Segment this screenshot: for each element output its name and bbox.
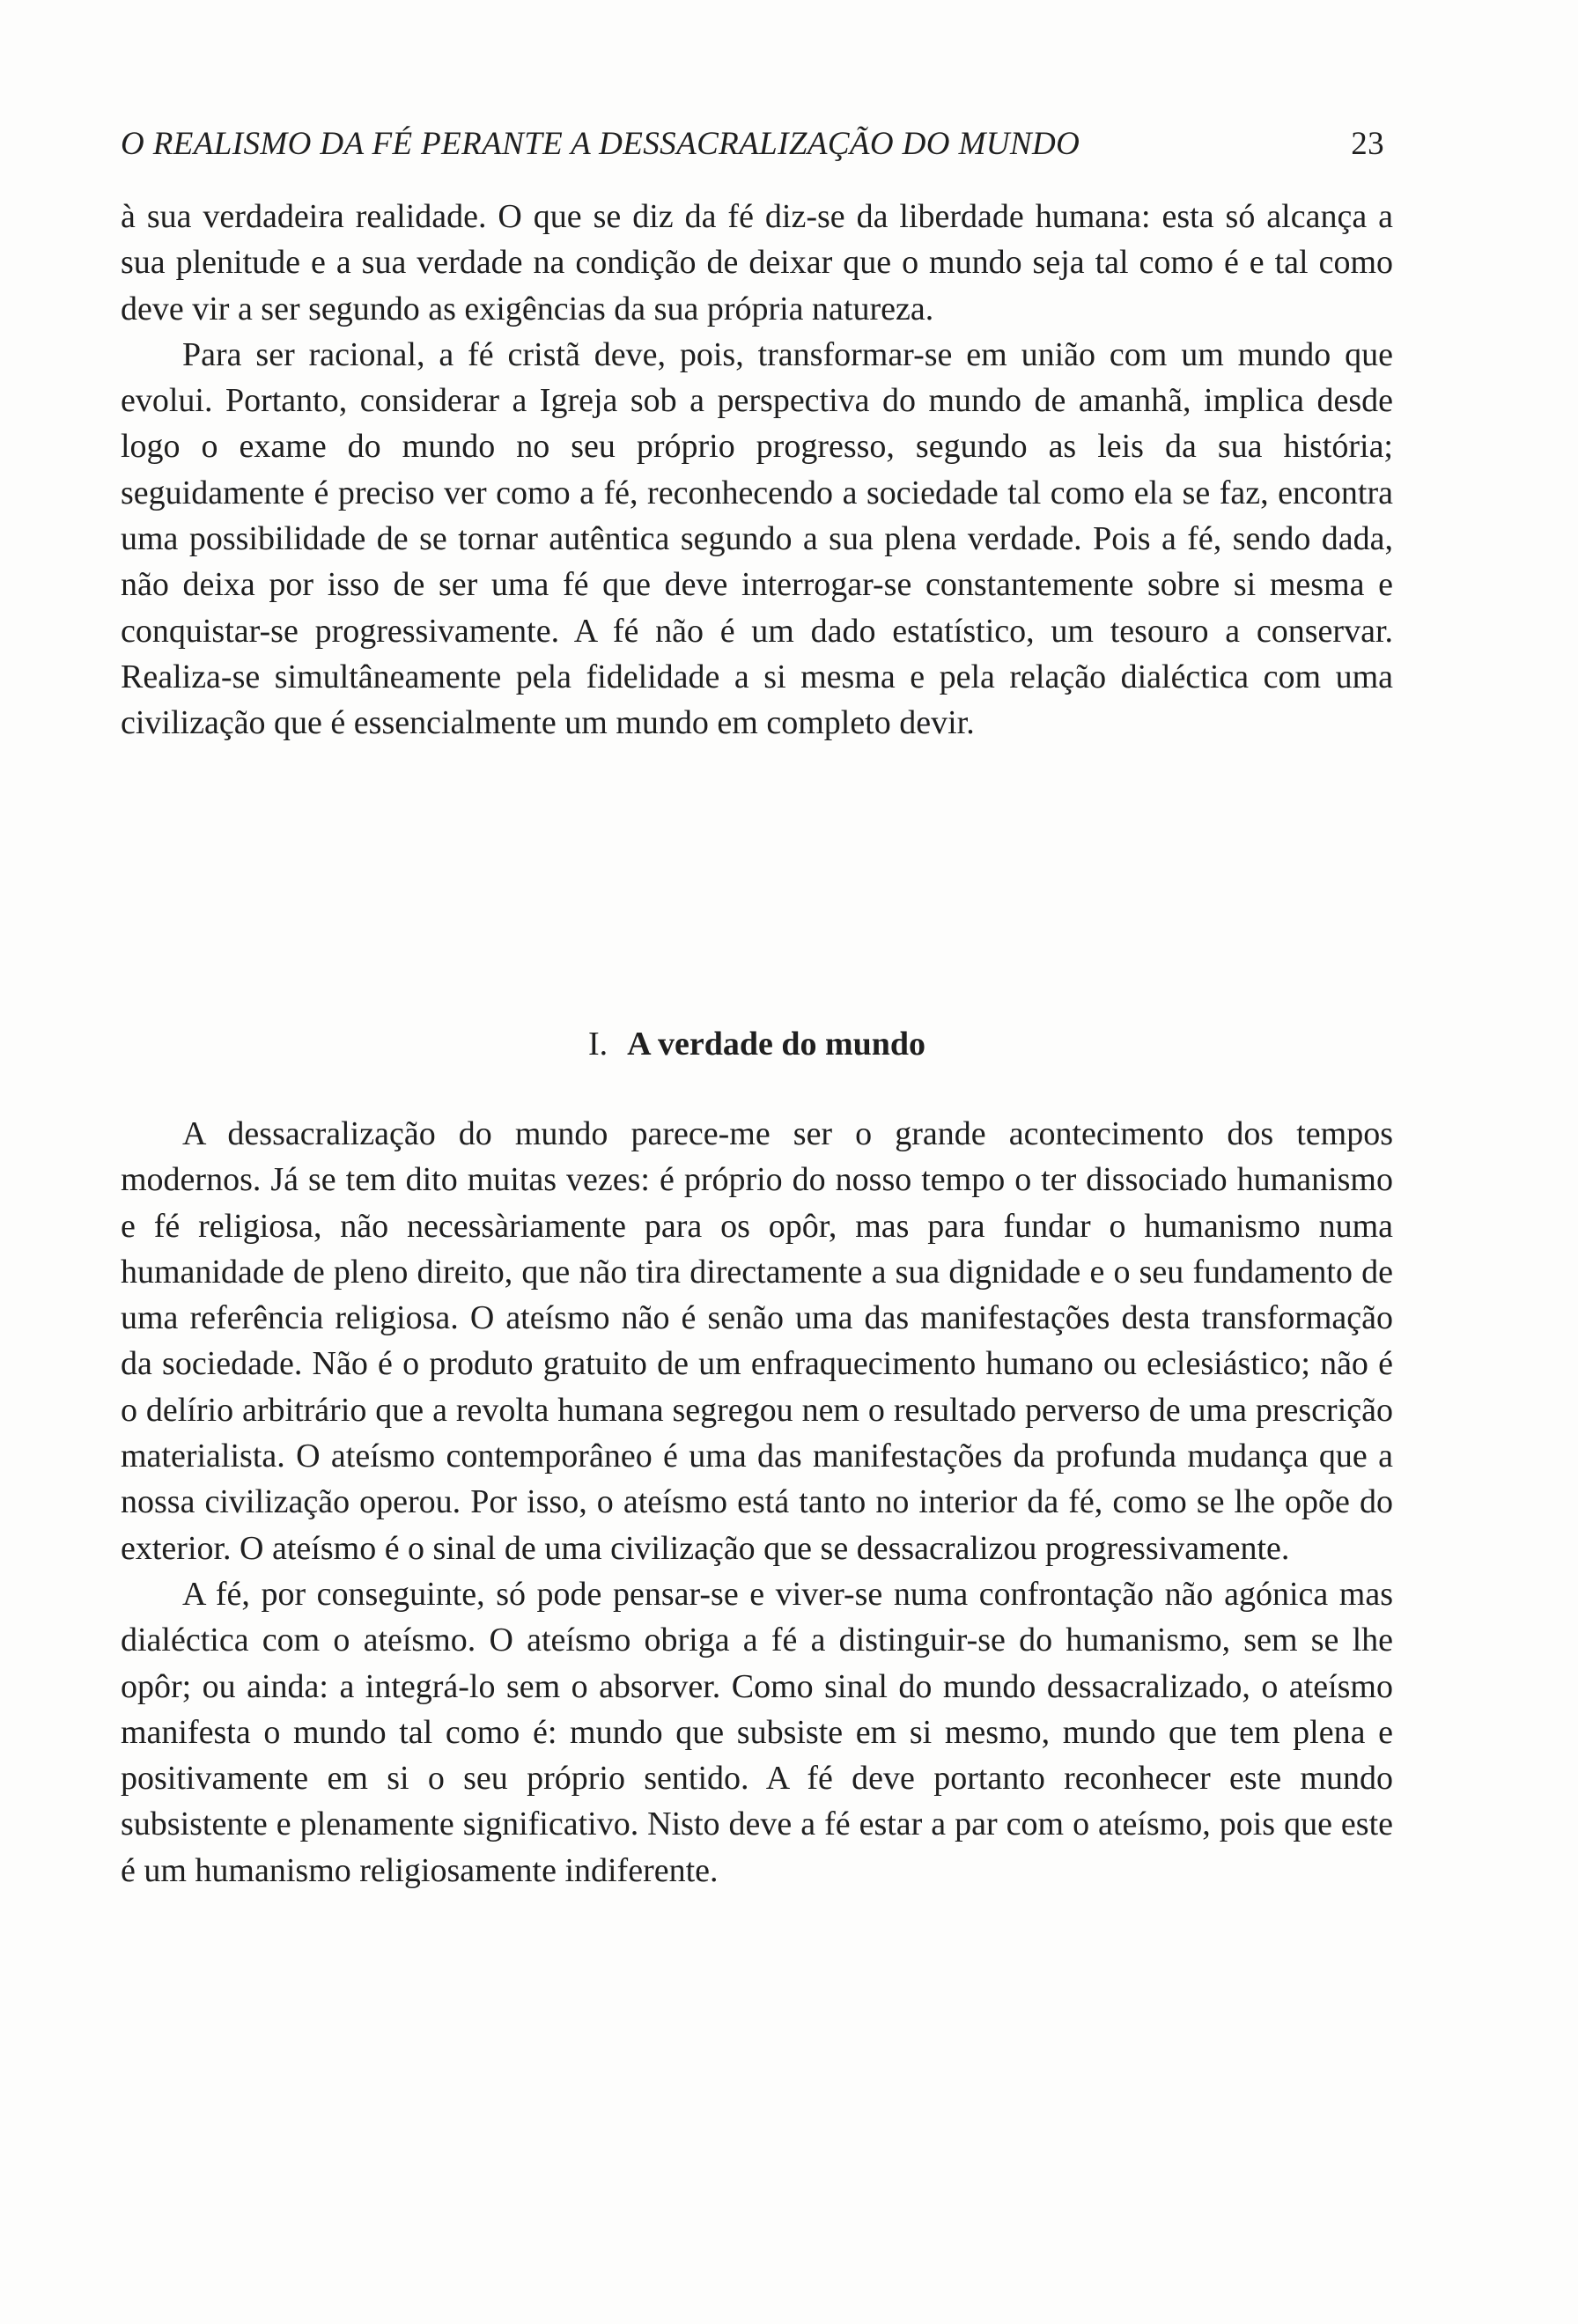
paragraph: A fé, por conseguinte, só pode pensar-se e viver-se numa confrontação não agónica mas dialéctica com o ateísmo. O ateísmo obriga a fé a distinguir-se do humanismo, sem se lhe opôr; ou ainda: a integrá-lo sem o absorver. Como sinal do mundo dessacralizado, o ateísmo manifesta o mundo tal como é: mundo que subsiste em si mesmo, mundo que tem plena e positivamente em si o seu próprio sentido. A fé deve portanto reconhecer este mundo subsistente e plenamente significativo. Nisto deve a fé estar a par com o ateísmo, pois que este é um humanismo religiosamente indiferente.	[121, 1575, 1393, 1889]
section-text	[121, 1111, 1393, 1894]
section-numeral: I.	[587, 1026, 608, 1063]
paragraph: à sua verdadeira realidade. O que se diz da fé diz-se da liberdade humana: esta só alcança a sua plenitude e a sua verdade na condição de deixar que o mundo seja tal como é e tal como deve vir a ser segundo as exigências da sua própria natureza.	[121, 198, 1393, 327]
section-title: A verdade do mundo	[627, 1026, 926, 1063]
intro-text	[121, 194, 1393, 746]
page-number: 23	[1351, 126, 1384, 162]
section-heading	[121, 1021, 1393, 1067]
running-head	[121, 125, 1384, 169]
paragraph: A dessacralização do mundo parece-me ser o grande acontecimento dos tempos modernos. Já se tem dito muitas vezes: é próprio do nosso tempo o ter dissociado humanismo e fé religiosa, não necessàriamente para os opôr, mas para fundar o humanismo numa humanidade de pleno direito, que não tira directamente a sua dignidade e o seu fundamento de uma referência religiosa. O ateísmo não é senão uma das manifestações desta transformação da sociedade. Não é o produto gratuito de um enfraquecimento humano ou eclesiástico; não é o delírio arbitrário que a revolta humana segregou nem o resultado perverso de uma prescrição materialista. O ateísmo contemporâneo é uma das manifestações da profunda mudança que a nossa civilização operou. Por isso, o ateísmo está tanto no interior da fé, como se lhe opõe do exterior. O ateísmo é o sinal de uma civilização que se dessacralizou progressivamente.	[121, 1115, 1393, 1567]
running-head-title: O REALISMO DA FÉ PERANTE A DESSACRALIZAÇÃO DO MUNDO	[121, 126, 1080, 162]
paragraph: Para ser racional, a fé cristã deve, pois, transformar-se em união com um mundo que evolui. Portanto, considerar a Igreja sob a perspectiva do mundo de amanhã, implica desde logo o exame do mundo no seu próprio progresso, segundo as leis da sua história; seguidamente é preciso ver como a fé, reconhecendo a sociedade tal como ela se faz, encontra uma possibilidade de se tornar autêntica segundo a sua plena verdade. Pois a fé, sendo dada, não deixa por isso de ser uma fé que deve interrogar-se constantemente sobre si mesma e conquistar-se progressivamente. A fé não é um dado estatístico, um tesouro a conservar. Realiza-se simultâneamente pela fidelidade a si mesma e pela relação dialéctica com uma civilização que é essencialmente um mundo em completo devir.	[121, 335, 1393, 742]
